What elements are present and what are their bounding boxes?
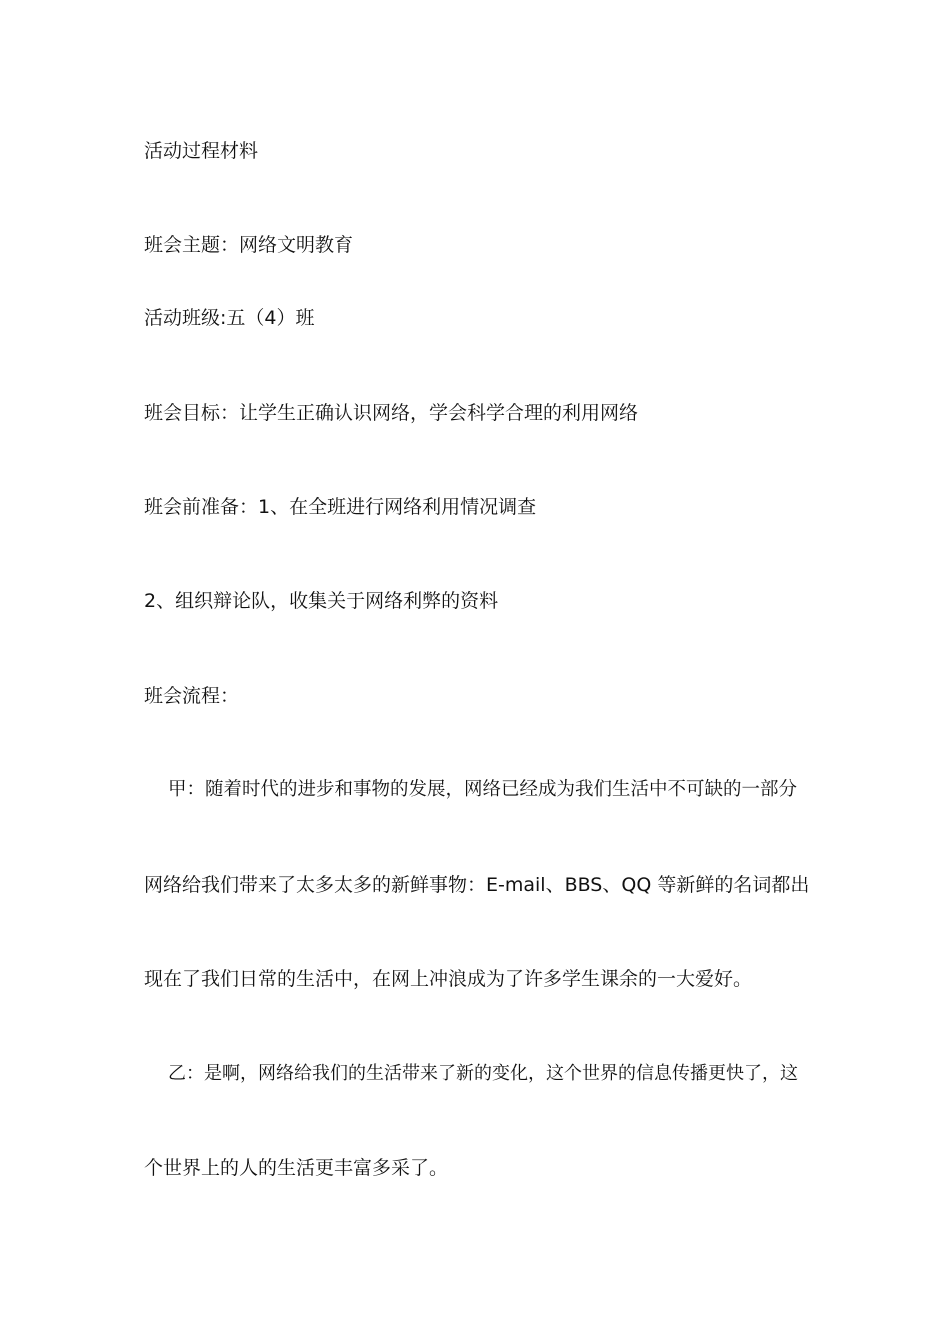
document-title: 活动过程材料 bbox=[144, 140, 259, 162]
dialogue-yi-line-1: 乙：是啊，网络给我们的生活带来了新的变化，这个世界的信息传播更快了，这 bbox=[168, 1063, 798, 1084]
preparation-item-2: 2、组织辩论队，收集关于网络利弊的资料 bbox=[144, 590, 499, 612]
activity-class: 活动班级:五（4）班 bbox=[144, 307, 315, 329]
meeting-goal: 班会目标：让学生正确认识网络，学会科学合理的利用网络 bbox=[144, 402, 639, 424]
dialogue-jia-line-3: 现在了我们日常的生活中，在网上冲浪成为了许多学生课余的一大爱好。 bbox=[144, 968, 753, 990]
dialogue-jia-line-1: 甲：随着时代的进步和事物的发展，网络已经成为我们生活中不可缺的一部分 bbox=[168, 779, 798, 800]
meeting-theme: 班会主题：网络文明教育 bbox=[144, 234, 354, 256]
dialogue-yi-line-2: 个世界上的人的生活更丰富多采了。 bbox=[144, 1157, 449, 1179]
flow-heading: 班会流程： bbox=[144, 685, 240, 707]
preparation-item-1: 班会前准备：1、在全班进行网络利用情况调查 bbox=[144, 496, 537, 518]
dialogue-jia-line-2: 网络给我们带来了太多太多的新鲜事物：E-mail、BBS、QQ 等新鲜的名词都出 bbox=[144, 874, 810, 896]
